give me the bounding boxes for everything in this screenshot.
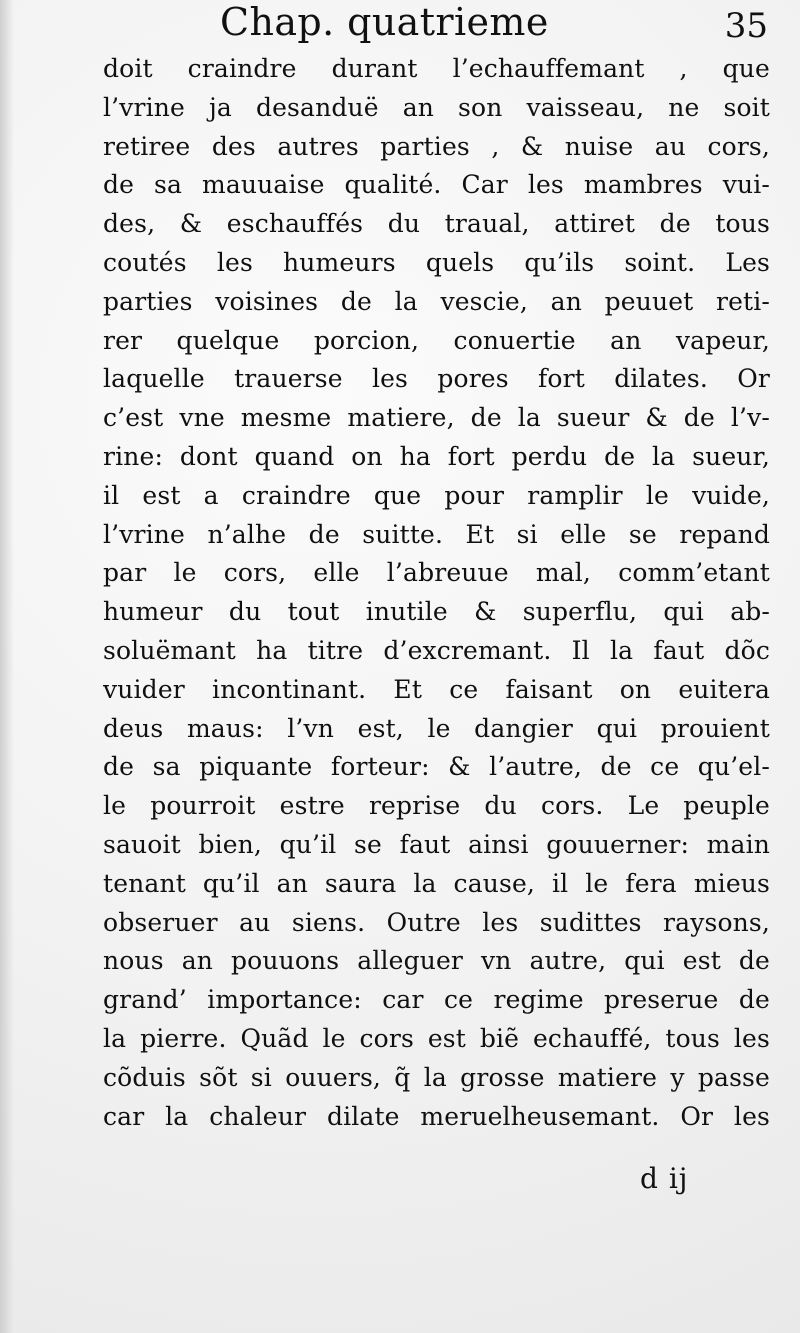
text-line-19: de sa piquante forteur: & l’autre, de ce qu’el- <box>103 752 770 782</box>
text-line-28: car la chaleur dilate meruelheusemant. Or les <box>103 1101 770 1131</box>
text-line-2: l’vrine ja desanduë an son vaisseau, ne soit <box>103 92 770 122</box>
gutter-shadow <box>0 0 14 1333</box>
text-line-24: nous an pouuons alleguer vn autre, qui est de <box>103 946 770 976</box>
text-line-6: coutés les humeurs quels qu’ils soint. Les <box>103 247 770 277</box>
text-line-20: le pourroit estre reprise du cors. Le peuple <box>103 791 770 821</box>
text-line-22: tenant qu’il an saura la cause, il le fera mieus <box>103 868 770 898</box>
text-line-1: doit craindre durant l’echauffemant , que <box>103 54 770 83</box>
page-header <box>220 0 780 52</box>
text-line-16: soluëmant ha titre d’excremant. Il la faut dõc <box>103 635 770 665</box>
text-line-14: par le cors, elle l’abreuue mal, comm’etant <box>103 558 770 588</box>
text-line-21: sauoit bien, qu’il se faut ainsi gouuerner: main <box>103 829 770 859</box>
text-line-13: l’vrine n’alhe de suitte. Et si elle se repand <box>103 519 770 549</box>
body-text <box>103 50 770 1190</box>
text-line-15: humeur du tout inutile & superflu, qui ab- <box>103 597 770 627</box>
text-line-23: obseruer au siens. Outre les sudittes raysons, <box>103 907 770 937</box>
text-line-17: vuider incontinant. Et ce faisant on euitera <box>103 674 770 704</box>
text-line-10: c’est vne mesme matiere, de la sueur & de l’v- <box>103 403 770 433</box>
running-title: Chap. quatrieme <box>220 0 549 44</box>
text-line-18: deus maus: l’vn est, le dangier qui prouient <box>103 713 770 743</box>
text-line-5: des, & eschauffés du traual, attiret de tous <box>103 209 770 239</box>
text-line-3: retiree des autres parties , & nuise au cors, <box>103 131 770 161</box>
text-line-8: rer quelque porcion, conuertie an vapeur, <box>103 325 770 355</box>
text-line-27: cõduis sõt si ouuers, q̃ la grosse matiere y passe <box>103 1062 770 1092</box>
text-line-11: rine: dont quand on ha fort perdu de la sueur, <box>103 441 770 471</box>
show-through-texture <box>110 1168 750 1228</box>
text-line-12: il est a craindre que pour ramplir le vuide, <box>103 480 770 510</box>
signature-mark: d ij <box>640 1162 689 1195</box>
text-line-9: laquelle trauerse les pores fort dilates. Or <box>103 364 770 394</box>
text-line-26: la pierre. Quãd le cors est biẽ echauffé, tous les <box>103 1023 770 1053</box>
text-line-4: de sa mauuaise qualité. Car les mambres vui- <box>103 170 770 200</box>
page-number: 35 <box>724 6 768 46</box>
text-line-25: grand’ importance: car ce regime preserue de <box>103 985 770 1015</box>
text-line-7: parties voisines de la vescie, an peuuet reti- <box>103 286 770 316</box>
